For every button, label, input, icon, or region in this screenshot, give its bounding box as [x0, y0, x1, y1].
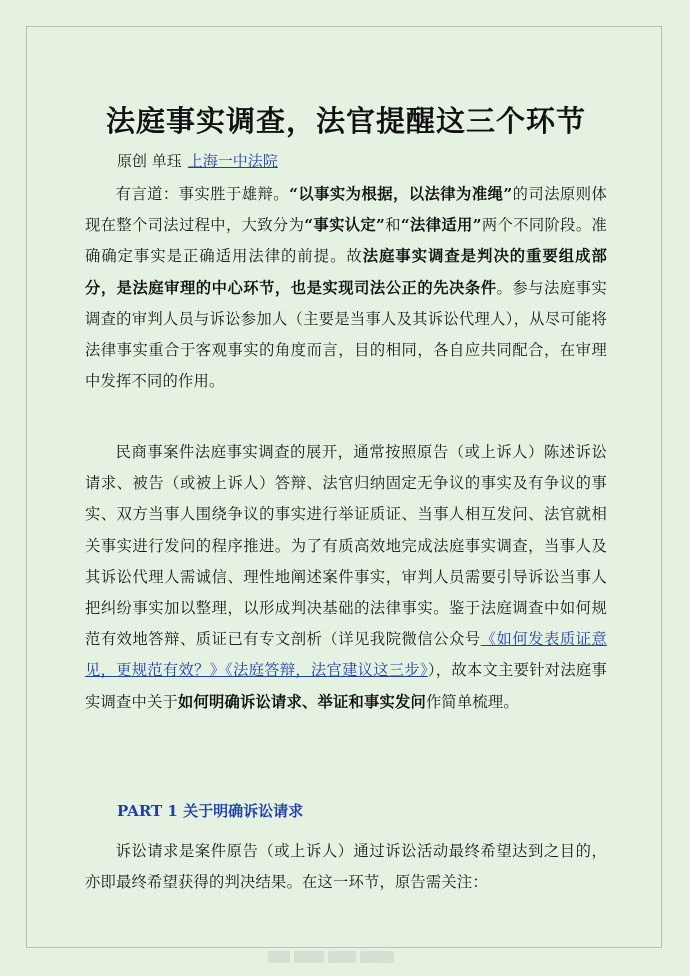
watermark-glyph	[294, 951, 324, 963]
paragraph-claims: 诉讼请求是案件原告（或上诉人）通过诉讼活动最终希望达到之目的，亦即最终希望获得的判决结果。在这一环节，原告需关注：	[85, 842, 607, 892]
bold-run: “事实认定”	[304, 216, 386, 235]
paragraph-procedure	[85, 437, 607, 718]
text-run: 和	[385, 216, 401, 235]
section-heading-part1: PART 1 关于明确诉讼请求	[117, 802, 304, 820]
text-run: 有言道：事实胜于雄辩。	[115, 185, 290, 203]
watermark-glyph	[268, 951, 290, 963]
text-run: ），故本文主要针对法庭事实调查中关于	[85, 661, 607, 711]
text-run: 两个不同阶段。准确确定事实是正确适用法律的前提。故	[85, 216, 607, 266]
bold-run: 法庭事实调查是判决的重要组成部分，是法庭审理的中心环节，也是实现司法公正的先决条件	[85, 247, 607, 297]
related-articles-link[interactable]: 《如何发表质证意见，更规范有效？》《法庭答辩，法官建议这三步》	[85, 630, 607, 680]
watermark-glyph	[360, 951, 394, 963]
text-run: 。参与法庭事实调查的审判人员与诉讼参加人（主要是当事人及其诉讼代理人），从尽可能将法律事实重合于客观事实的角度而言，目的相同，各自应共同配合，在审理中发挥不同的作用。	[85, 278, 607, 391]
bold-run: 如何明确诉讼请求、举证和事实发问	[177, 692, 426, 711]
text-run: 民商事案件法庭事实调查的展开，通常按照原告（或上诉人）陈述诉讼请求、被告（或被上诉人）答辩、法官归纳固定无争议的事实及有争议的事实、双方当事人围绕争议的事实进行举证质证、当事人相互发问、法官就相关事实进行发问的程序推进。为了有质高效地完成法庭事实调查，当事人及其诉讼代理人需诚信、理性地阐述案件事实，审判人员需要引导诉讼当事人把纠纷事实加以整理，以形成判决基础的法律事实。鉴于法庭调查中如何规范有效地答辩、质证已有专文剖析（详见我院微信公众号	[85, 443, 607, 649]
paragraph-intro	[85, 179, 607, 397]
byline-author: 原创 单珏	[117, 152, 182, 170]
text-run: 作简单梳理。	[425, 692, 519, 711]
bold-run: “法律适用”	[400, 216, 482, 235]
bold-run: “以事实为根据，以法律为准绳”	[289, 185, 513, 203]
source-link[interactable]: 上海一中法院	[187, 152, 278, 170]
text-run: 的司法原则体现在整个司法过程中，大致分为	[85, 185, 607, 235]
watermark-glyph	[328, 951, 356, 963]
watermark	[268, 948, 398, 966]
byline	[117, 150, 278, 171]
article-title: 法庭事实调查，法官提醒这三个环节	[105, 104, 586, 139]
